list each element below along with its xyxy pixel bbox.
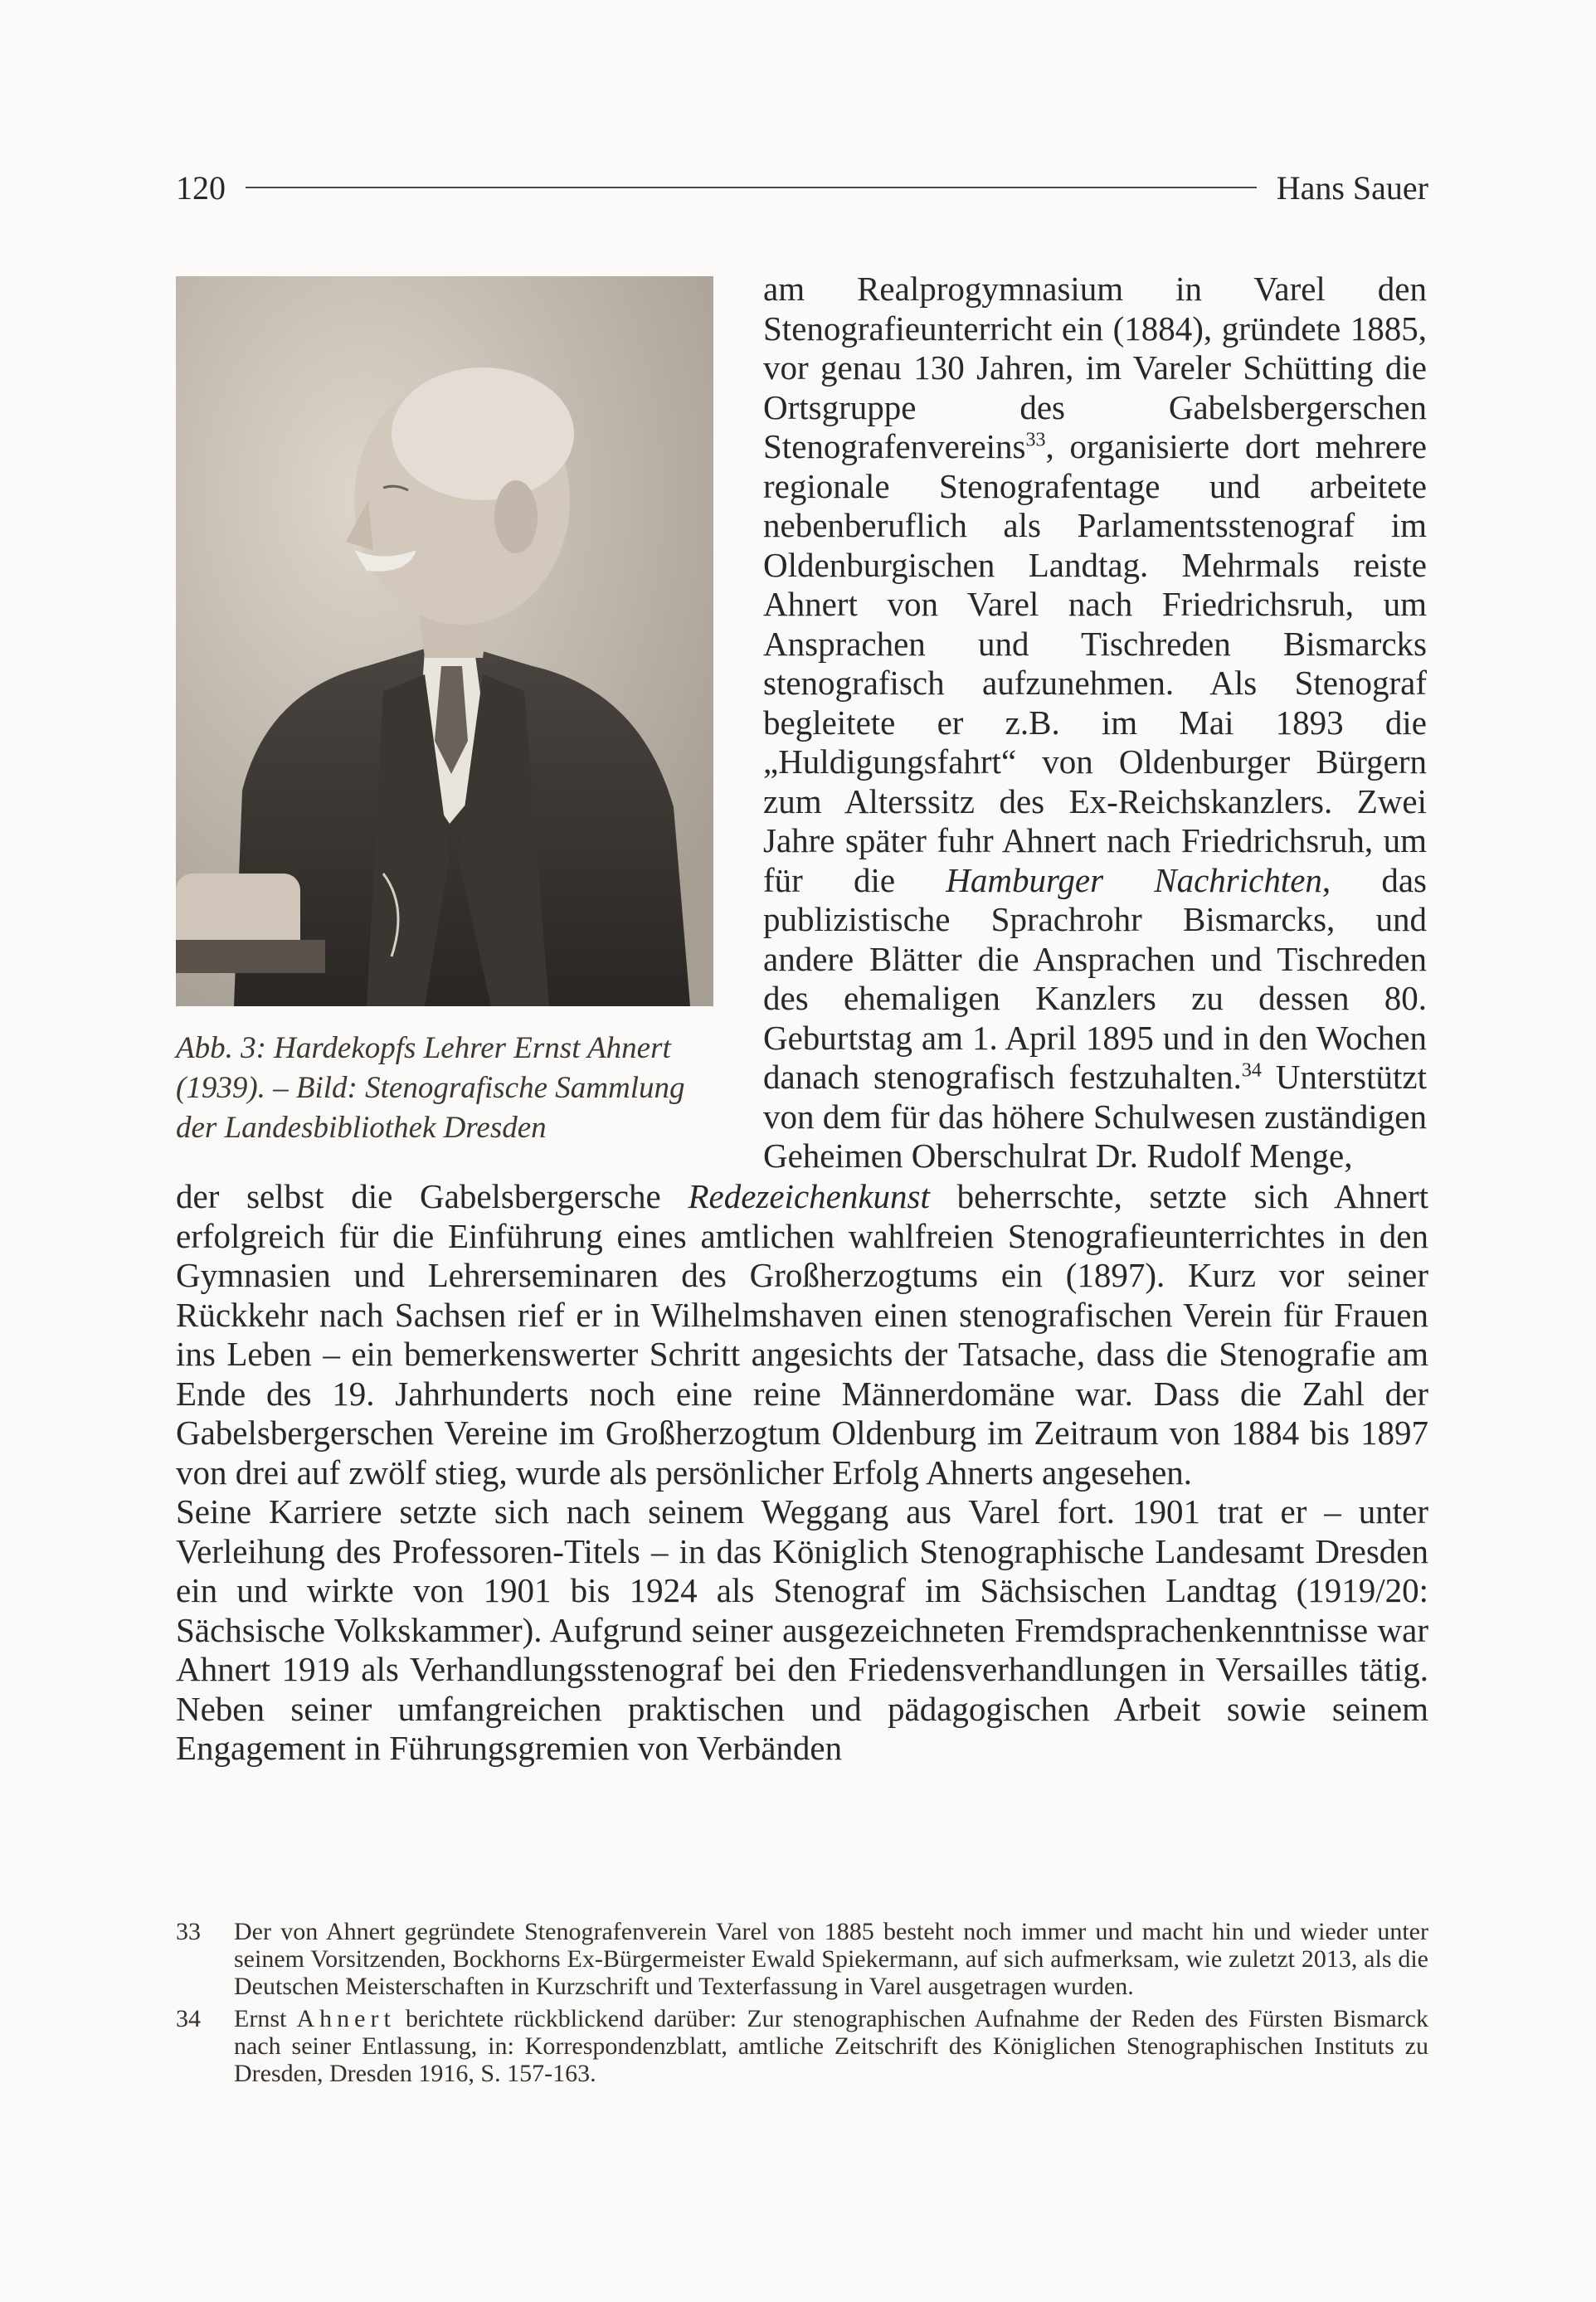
footnote-ref-33[interactable]: 33 (1025, 429, 1046, 451)
newspaper-title: Hamburger Nachrichten (946, 860, 1322, 899)
text-run: , das publizistische Sprachrohr Bismarcks, und andere Blätter die Ansprachen und Tischreden des ehemaligen Kanzlers zu dessen 80. Geburtstag am 1. April 1895 und in den Wochen danach stenografisch festzuhalten. (763, 860, 1428, 1096)
text-run: , organisierte dort mehrere regionale Stenografentage und arbeitete nebenberuflich als Parlamentsstenograf im Oldenburgischen Landtag. Mehrmals reiste Ahnert von Varel nach Friedrichsruh, um Ansprachen und Tischreden Bismarcks stenografisch aufzunehmen. Als Stenograf begleitete er z.B. im Mai 1893 die „Huldigungsfahrt“ von Oldenburger Bürgern zum Alterssitz des Ex-Reichskanzlers. Zwei Jahre später fuhr Ahnert nach Friedrichsruh, um für die (763, 427, 1427, 899)
paragraph-1 (176, 1177, 1428, 1492)
portrait-photo (176, 276, 713, 1006)
text-run: Unterstützt von dem für das höhere Schulwesen zuständigen Geheimen Oberschulrat Dr. Rudolf Menge, (763, 1058, 1427, 1175)
text-run: der selbst die Gabelsbergersche (176, 1177, 689, 1215)
main-body-text (176, 1177, 1428, 1769)
footnote-text: Der von Ahnert gegründete Stenografenverein Varel von 1885 besteht noch immer und macht hin und wieder unter seinem Vorsitzenden, Bockhorns Ex-Bürgermeister Ewald Spiekermann, auf sich aufmerksam, wie zuletzt 2013, als die Deutschen Meisterschaften in Kurzschrift und Texterfassung in Varel ausgetragen wurden. (234, 1918, 1428, 2000)
paragraph-2: Seine Karriere setzte sich nach seinem Weggang aus Varel fort. 1901 trat er – unter Verleihung des Professoren-Titels – in das Königlich Stenographische Landesamt Dresden ein und wirkte von 1901 bis 1924 als Stenograf im Sächsischen Landtag (1919/20: Sächsische Volkskammer). Aufgrund seiner ausgezeichneten Fremdsprachenkenntnisse war Ahnert 1919 als Verhandlungsstenograf bei den Friedensverhandlungen in Versailles tätig. Neben seiner umfangreichen praktischen und pädagogischen Arbeit sowie seinem Engagement in Führungsgremien von Verbänden (176, 1492, 1428, 1767)
paragraph (763, 270, 1427, 1176)
footnote-number: 34 (176, 2005, 201, 2032)
right-column-text (763, 270, 1427, 1176)
footnote-33 (176, 1918, 1428, 2000)
text-run: am Realprogymnasium in Varel den Stenografieunterricht ein (1884), gründete 1885, vor genau 130 Jahren, im Vareler Schütting die Ortsgruppe des Gabelsbergerschen Stenografenvereins (763, 270, 1427, 465)
term-redezeichenkunst: Redezeichenkunst (688, 1177, 930, 1215)
footnote-number: 33 (176, 1918, 201, 1945)
footnotes (176, 1918, 1428, 2092)
footnote-ref-34[interactable]: 34 (1241, 1059, 1262, 1082)
footnote-text (234, 2005, 1428, 2087)
figure-caption: Abb. 3: Hardekopfs Lehrer Ernst Ahnert (1939). – Bild: Stenografische Sammlung der Landesbibliothek Dresden (176, 1031, 685, 1145)
spaced-name: Ahnert (296, 2005, 396, 2032)
text-run: beherrschte, setzte sich Ahnert erfolgreich für die Einführung eines amtlichen wahlfreien Stenografieunterrichtes in den Gymnasien und Lehrerseminaren des Großherzogtums ein (1897). Kurz vor seiner Rückkehr nach Sachsen rief er in Wilhelmshaven einen stenografischen Verein für Frauen ins Leben – ein bemerkenswerter Schritt angesichts der Tatsache, dass die Stenografie am Ende des 19. Jahrhunderts noch eine reine Männerdomäne war. Dass die Zahl der Gabelsbergerschen Vereine im Großherzogtum Oldenburg im Zeitraum von 1884 bis 1897 von drei auf zwölf stieg, wurde als persönlicher Erfolg Ahnerts angesehen. (176, 1177, 1428, 1492)
footnote-34 (176, 2005, 1428, 2087)
page-header (176, 163, 1428, 212)
page-number: 120 (176, 168, 226, 207)
text-run: Ernst (234, 2005, 297, 2032)
text-run: berichtete rückblickend darüber: Zur stenographischen Aufnahme der Reden des Fürsten Bismarck nach seiner Entlassung, in: Korrespondenzblatt, amtliche Zeitschrift des Königlichen Stenographischen Instituts zu Dresden, Dresden 1916, S. 157-163. (234, 2005, 1428, 2087)
header-rule (246, 187, 1257, 188)
running-head-author: Hans Sauer (1276, 168, 1428, 207)
